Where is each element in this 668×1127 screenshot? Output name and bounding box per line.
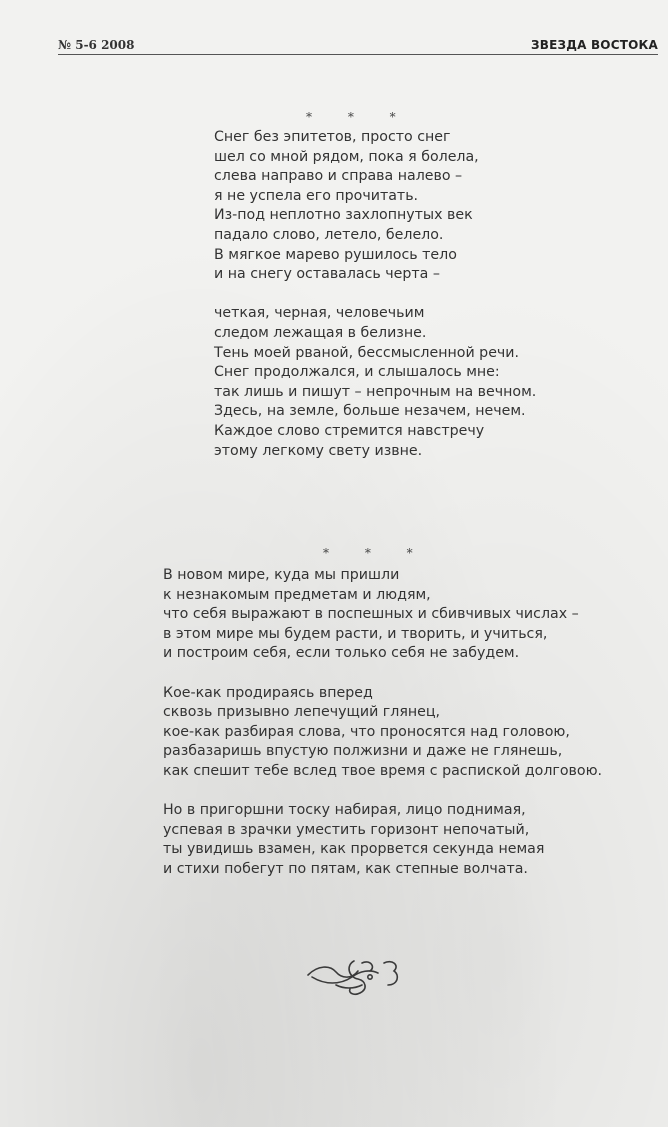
poem-line: Снег продолжался, и слышалось мне:	[214, 364, 500, 381]
stanza-break	[163, 664, 602, 684]
poem2	[163, 566, 602, 880]
poem-line: Здесь, на земле, больше незачем, нечем.	[214, 403, 526, 420]
poem-line: как спешит тебе вслед твое время с распиской долговою.	[163, 762, 603, 779]
stanza-break	[163, 782, 602, 802]
poem-line: и стихи побегут по пятам, как степные волчата.	[163, 860, 528, 877]
poem-line: в этом мире мы будем расти, и творить, и учиться,	[163, 625, 548, 642]
journal-title: ЗВЕЗДА ВОСТОКА	[531, 38, 658, 52]
poem-line: сквозь призывно лепечущий глянец,	[163, 704, 441, 721]
poem-line: к незнакомым предметам и людям,	[163, 586, 431, 603]
poem-line: ты увидишь взамен, как прорвется секунда немая	[163, 841, 545, 858]
poem-line: и построим себя, если только себя не забудем.	[163, 645, 520, 662]
poem-line: Кое-как продираясь вперед	[163, 684, 373, 701]
poem-line: успевая в зрачки уместить горизонт непочатый,	[163, 821, 530, 838]
poem-line: шел со мной рядом, пока я болела,	[214, 148, 479, 165]
poem-line: Каждое слово стремится навстречу	[214, 422, 485, 439]
poem-line: Из-под неплотно захлопнутых век	[214, 207, 473, 224]
poem-line: так лишь и пишут – непрочным на вечном.	[214, 383, 537, 400]
poem1	[214, 128, 536, 461]
poem-line: четкая, черная, человечьим	[214, 305, 425, 322]
flourish-ornament-icon	[300, 955, 415, 1000]
poem-line: что себя выражают в поспешных и сбивчивых числах –	[163, 606, 579, 623]
poem-line: В мягкое марево рушилось тело	[214, 246, 457, 263]
poem-line: следом лежащая в белизне.	[214, 324, 427, 341]
poem-line: Тень моей рваной, бессмысленной речи.	[214, 344, 520, 361]
poem-line: кое-как разбирая слова, что проносятся над головою,	[163, 723, 570, 740]
page-header	[58, 38, 658, 55]
poem-line: Снег без эпитетов, просто снег	[214, 129, 451, 145]
poem-line: слева направо и справа налево –	[214, 168, 463, 185]
poem-line: В новом мире, куда мы пришли	[163, 567, 400, 583]
poem2-separator: * * *	[323, 546, 429, 560]
poem-line: этому легкому свету извне.	[214, 442, 423, 459]
poem-line: и на снегу оставалась черта –	[214, 266, 440, 283]
stanza-break	[214, 285, 536, 305]
poem1-separator: * * *	[306, 110, 412, 124]
poem-line: Но в пригоршни тоску набирая, лицо поднимая,	[163, 802, 526, 819]
issue-number: № 5-6 2008	[58, 38, 135, 52]
poem-line: разбазаришь впустую полжизни и даже не глянешь,	[163, 743, 563, 760]
poem-line: я не успела его прочитать.	[214, 187, 419, 204]
poem-line: падало слово, летело, белело.	[214, 226, 444, 243]
